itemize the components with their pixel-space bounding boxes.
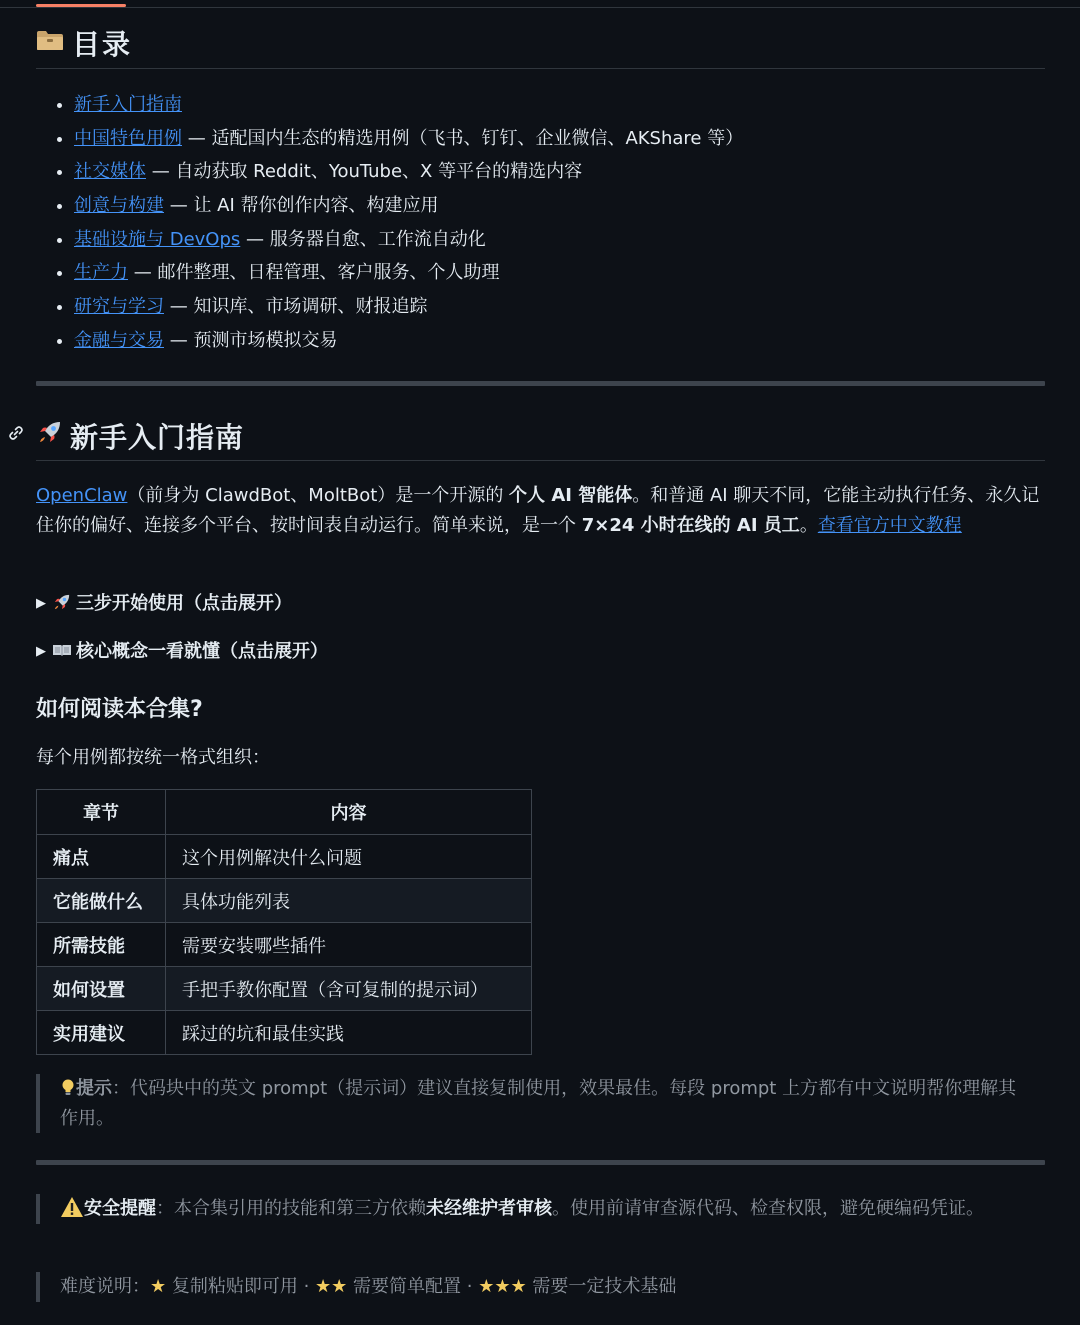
tip-label: 提示: [76, 1078, 112, 1099]
table-header-cell: 章节: [37, 790, 166, 835]
table-row: [37, 835, 532, 879]
warning-blockquote: [36, 1194, 1020, 1224]
difficulty-blockquote: [36, 1272, 1020, 1302]
details-core-concepts[interactable]: [36, 637, 328, 663]
toc-link-china[interactable]: 中国特色用例: [74, 127, 182, 149]
difficulty-text: 需要简单配置 ·: [347, 1276, 479, 1297]
details-summary-label: 核心概念一看就懂（点击展开）: [76, 641, 328, 662]
intro-text: （前身为 ClawdBot、MoltBot）是一个开源的: [127, 485, 510, 506]
active-tab-indicator: [36, 4, 126, 7]
expand-triangle-icon: ▶: [36, 644, 46, 659]
table-cell: 痛点: [37, 835, 166, 879]
toc-item: [74, 223, 1034, 257]
horizontal-rule: [36, 1160, 1045, 1165]
table-cell: 踩过的坑和最佳实践: [166, 1011, 532, 1055]
table-cell: 如何设置: [37, 967, 166, 1011]
official-tutorial-link[interactable]: 查看官方中文教程: [817, 514, 962, 536]
warning-text: ：本合集引用的技能和第三方依赖: [156, 1198, 426, 1219]
rocket-icon: [36, 418, 64, 446]
link-anchor-icon[interactable]: [7, 424, 25, 442]
table-cell: 所需技能: [37, 923, 166, 967]
warning-text: 。使用前请审查源代码、检查权限，避免硬编码凭证。: [552, 1198, 984, 1219]
toc-item-desc: — 服务器自愈、工作流自动化: [240, 228, 486, 250]
table-row: [37, 879, 532, 923]
table-cell: 需要安装哪些插件: [166, 923, 532, 967]
toc-item: [74, 155, 1034, 189]
table-row: [37, 1011, 532, 1055]
intro-paragraph: [36, 481, 1048, 540]
section-heading-getting-started: [36, 408, 1045, 461]
toc-link-research[interactable]: 研究与学习: [74, 296, 164, 318]
star-icon: ★★★: [478, 1276, 527, 1297]
table-row: [37, 967, 532, 1011]
rocket-icon: [52, 592, 72, 612]
star-icon: ★: [150, 1276, 167, 1297]
toc-link-productivity[interactable]: 生产力: [74, 262, 128, 284]
toc-item: [74, 122, 1034, 156]
howto-paragraph: 每个用例都按统一格式组织：: [36, 747, 270, 768]
folder-icon: [36, 29, 64, 51]
book-icon: [52, 640, 72, 660]
section-title: 新手入门指南: [70, 421, 245, 454]
warning-label: 安全提醒: [84, 1198, 156, 1219]
table-header-row: [37, 790, 532, 835]
intro-bold: 7×24 小时在线的 AI 员工: [581, 514, 800, 536]
toc-item: [74, 290, 1034, 324]
toc-item-desc: — 适配国内生态的精选用例（飞书、钉钉、企业微信、AKShare 等）: [182, 127, 744, 149]
openclaw-link[interactable]: OpenClaw: [36, 485, 128, 506]
toc-item-desc: — 知识库、市场调研、财报追踪: [164, 296, 428, 318]
toc-title: 目录: [72, 28, 133, 61]
warning-bold: 未经维护者审核: [426, 1198, 552, 1219]
top-border: [0, 0, 1080, 8]
toc-link-creative[interactable]: 创意与构建: [74, 195, 164, 217]
toc-item: [74, 256, 1034, 290]
details-summary-label: 三步开始使用（点击展开）: [76, 593, 292, 614]
warning-icon: [60, 1196, 84, 1218]
toc-list: [56, 88, 1034, 358]
howto-heading: 如何阅读本合集?: [36, 697, 203, 722]
table-cell: 这个用例解决什么问题: [166, 835, 532, 879]
table-header-cell: 内容: [166, 790, 532, 835]
format-table: [36, 789, 532, 1055]
toc-item-desc: — 预测市场模拟交易: [164, 329, 338, 351]
table-cell: 它能做什么: [37, 879, 166, 923]
toc-link-devops[interactable]: 基础设施与 DevOps: [74, 228, 241, 250]
table-row: [37, 923, 532, 967]
difficulty-text: 需要一定技术基础: [526, 1276, 677, 1297]
expand-triangle-icon: ▶: [36, 596, 46, 611]
toc-item-desc: — 让 AI 帮你创作内容、构建应用: [164, 195, 439, 217]
toc-item-desc: — 自动获取 Reddit、YouTube、X 等平台的精选内容: [146, 161, 583, 183]
toc-link-getting-started[interactable]: 新手入门指南: [74, 94, 182, 115]
toc-item-desc: — 邮件整理、日程管理、客户服务、个人助理: [128, 262, 500, 284]
toc-link-social[interactable]: 社交媒体: [74, 161, 146, 183]
tip-text: ：代码块中的英文 prompt（提示词）建议直接复制使用，效果最佳。每段 prompt 上方都有中文说明帮你理解其作用。: [60, 1078, 1017, 1129]
horizontal-rule: [36, 381, 1045, 386]
intro-text: 。和普通 AI 聊天不同，它能主动执行任务、永久记住你的偏好、连接多个平台、按时间表自动运行。简单来说，是一个: [36, 485, 1040, 536]
toc-item: [74, 189, 1034, 223]
lightbulb-icon: [60, 1078, 76, 1096]
toc-heading: [36, 22, 1045, 69]
star-icon: ★★: [315, 1276, 348, 1297]
toc-link-finance[interactable]: 金融与交易: [74, 329, 164, 351]
table-cell: 实用建议: [37, 1011, 166, 1055]
table-cell: 具体功能列表: [166, 879, 532, 923]
difficulty-text: 复制粘贴即可用 ·: [166, 1276, 316, 1297]
difficulty-label: 难度说明：: [60, 1276, 150, 1297]
tip-blockquote: [36, 1074, 1020, 1133]
toc-item: [74, 88, 1034, 122]
details-three-steps[interactable]: [36, 589, 292, 615]
intro-bold: 个人 AI 智能体: [509, 485, 633, 506]
table-cell: 手把手教你配置（含可复制的提示词）: [166, 967, 532, 1011]
toc-item: [74, 324, 1034, 358]
intro-text: 。: [799, 514, 818, 536]
